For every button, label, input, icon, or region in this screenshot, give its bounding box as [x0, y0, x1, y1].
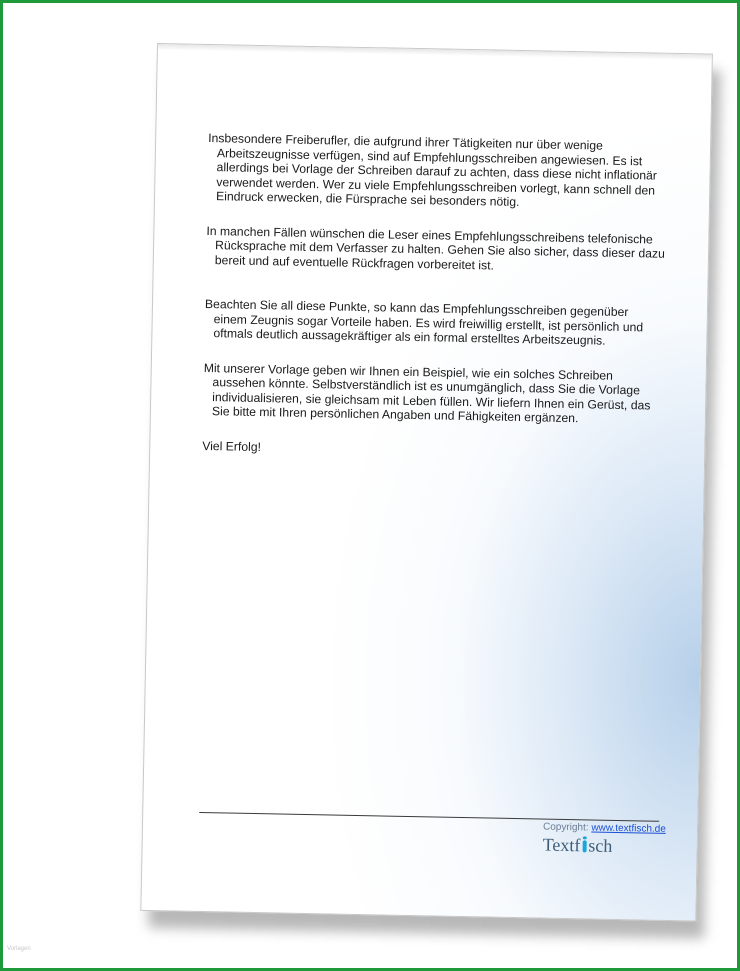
- closing-line: Viel Erfolg!: [202, 438, 262, 454]
- paragraph-vorteile: Beachten Sie all diese Punkte, so kann das Empfehlungsschreiben gegenüber einem Zeugnis sogar Vorteile haben. Es wird freiwillig erstellt, ist persönlich und oftmals deutlich aussagekräftiger als ein formal erstelltes Arbeitszeugnis.: [204, 296, 644, 348]
- document-page: [140, 43, 713, 922]
- logo-text-end: sch: [588, 835, 613, 856]
- copyright-label: Copyright:: [542, 821, 589, 834]
- footer-divider: [199, 812, 659, 822]
- logo-text-start: Textf: [542, 834, 581, 856]
- document-body: [202, 131, 668, 482]
- page-top-edge: [158, 44, 712, 61]
- paragraph-ruecksprache: In manchen Fällen wünschen die Leser eines Empfehlungsschreibens telefonische Rücksprache mit dem Verfasser zu halten. Gehen Sie also sicher, dass dieser dazu bereit und auf eventuelle Rückfragen vorbereitet ist.: [206, 223, 665, 273]
- copyright-link[interactable]: www.textfisch.de: [591, 822, 666, 835]
- paragraph-freiberufler: Insbesondere Freiberufler, die aufgrund ihrer Tätigkeiten nur über wenige Arbeitszeugnisse verfügen, sind auf Empfehlungsschreiben angewiesen. Es ist allerdings bei Vorlage der Schreiben darauf zu achten, dass diese nicht inflationär verwendet werden. Wer zu viele Empfehlungsschreiben vorlegt, kann schnell den Eindruck erwecken, die Fürsprache sei besonders nötig.: [208, 131, 658, 209]
- textfisch-logo: [542, 835, 612, 857]
- paragraph-vorlage: Mit unserer Vorlage geben wir Ihnen ein Beispiel, wie ein solches Schreiben aussehen könnte. Selbstverständlich ist es unumgänglich, dass Sie die Vorlage individualisieren, sie gleichsam mit Leben füllen. Wir liefern Ihnen ein Gerüst, das Sie bitte mit Ihren persönlichen Angaben und Fähigkeiten ergänzen.: [203, 360, 651, 426]
- corner-watermark: Vorlagen: [7, 946, 31, 952]
- fish-icon: [581, 836, 587, 854]
- copyright-notice: [543, 822, 666, 835]
